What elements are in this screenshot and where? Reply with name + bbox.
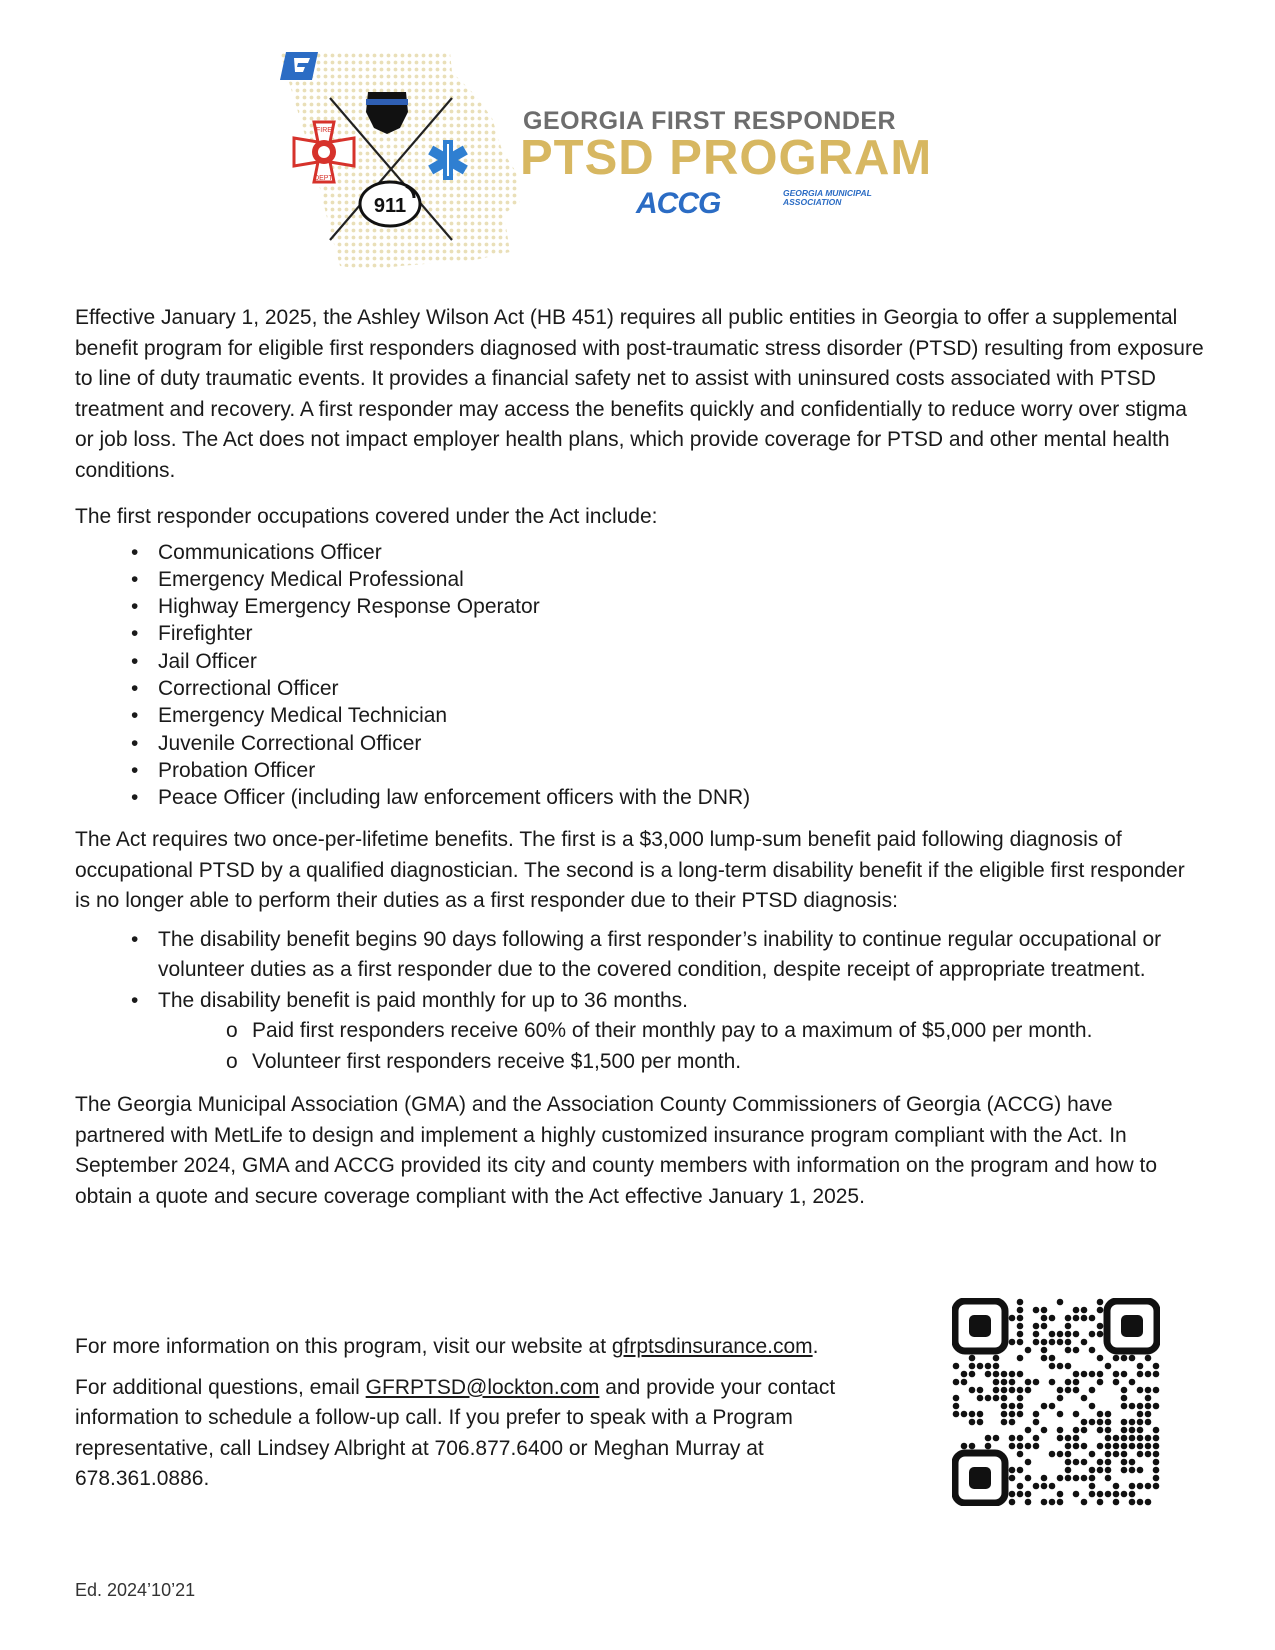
email-prefix: For additional questions, email bbox=[75, 1375, 366, 1399]
benefit-sub-list bbox=[158, 1016, 1205, 1077]
benefit-bullet-duration bbox=[131, 986, 1205, 1078]
qr-code-icon[interactable] bbox=[952, 1298, 1160, 1506]
svg-text:911: 911 bbox=[373, 195, 407, 217]
accg-logo: ACCG bbox=[636, 187, 721, 220]
list-item: • Jail Officer bbox=[131, 648, 1205, 675]
website-suffix: . bbox=[812, 1335, 819, 1358]
911-icon bbox=[360, 182, 420, 226]
list-item: • Peace Officer (including law enforcement officers with the DNR) bbox=[131, 784, 1205, 811]
list-item: • Emergency Medical Professional bbox=[131, 566, 1205, 593]
benefits-list bbox=[75, 925, 1205, 1078]
list-item: • Highway Emergency Response Operator bbox=[131, 593, 1205, 620]
list-item: • Communications Officer bbox=[131, 539, 1205, 566]
list-item: • Probation Officer bbox=[131, 757, 1205, 784]
occupations-list bbox=[75, 539, 1205, 812]
logo-title: GEORGIA FIRST RESPONDER bbox=[523, 107, 897, 135]
logo-program-name: PTSD PROGRAM bbox=[520, 131, 933, 185]
program-logo bbox=[280, 52, 1000, 272]
contact-section bbox=[75, 1332, 895, 1505]
email-line bbox=[75, 1373, 895, 1495]
list-item: • Firefighter bbox=[131, 620, 1205, 647]
svg-text:DEPT.: DEPT. bbox=[314, 175, 334, 182]
svg-text:FIRE: FIRE bbox=[316, 127, 332, 134]
document-body bbox=[75, 303, 1205, 1212]
website-prefix: For more information on this program, visit our website at bbox=[75, 1335, 612, 1358]
partnership-paragraph: The Georgia Municipal Association (GMA) and the Association County Commissioners of Georgia (ACCG) have partnered with MetLife to design and implement a highly customized insurance program compliant with the Act. In September 2024, GMA and ACCG provided its city and county members with information on the program and how to obtain a quote and secure coverage compliant with the Act effective January 1, 2025. bbox=[75, 1093, 1158, 1208]
edition-label: Ed. 2024’10’21 bbox=[75, 1580, 196, 1600]
list-item: • Juvenile Correctional Officer bbox=[131, 730, 1205, 757]
gma-logo-text: GEORGIA MUNICIPAL ASSOCIATION bbox=[783, 188, 872, 207]
benefit-sub-volunteer: o Volunteer first responders receive $1,500 per month. bbox=[226, 1047, 1205, 1078]
occupations-intro: The first responder occupations covered under the Act include: bbox=[75, 505, 658, 528]
website-link[interactable]: gfrptsdinsurance.com bbox=[611, 1335, 813, 1358]
website-line bbox=[75, 1332, 895, 1363]
benefit-sub-paid: o Paid first responders receive 60% of their monthly pay to a maximum of $5,000 per month. bbox=[226, 1016, 1205, 1047]
list-item: • Correctional Officer bbox=[131, 675, 1205, 702]
email-link[interactable]: GFRPTSD@lockton.com bbox=[365, 1375, 600, 1399]
intro-paragraph: Effective January 1, 2025, the Ashley Wilson Act (HB 451) requires all public entities in Georgia to offer a supplemental benefit program for eligible first responders diagnosed with post-traumatic stress disorder (PTSD) resulting from exposure to line of duty traumatic events. It provides a financial safety net to assist with uninsured costs associated with PTSD treatment and recovery. A first responder may access the benefits quickly and confidentially to reduce worry over stigma or job loss. The Act does not impact employer health plans, which provide coverage for PTSD and other mental health conditions. bbox=[75, 306, 1204, 482]
benefits-paragraph: The Act requires two once-per-lifetime benefits. The first is a $3,000 lump-sum benefit paid following diagnosis of occupational PTSD by a qualified diagnostician. The second is a long-term disability benefit if the eligible first responder is no longer able to perform their duties as a first responder due to their PTSD diagnosis: bbox=[75, 828, 1185, 913]
benefit-bullet-start: • The disability benefit begins 90 days following a first responder’s inability to continue regular occupational or volunteer duties as a first responder due to the covered condition, despite receipt of appropriate treatment. bbox=[131, 925, 1205, 986]
benefit-bullet-duration-text: The disability benefit is paid monthly for up to 36 months. bbox=[158, 988, 688, 1012]
georgia-map-emblem-icon bbox=[280, 52, 520, 272]
list-item: • Emergency Medical Technician bbox=[131, 702, 1205, 729]
gma-logo-icon bbox=[280, 52, 318, 80]
email-suffix: and provide your contact information to schedule a follow-up call. If you prefer to speak with a Program representative, call Lindsey Albright at 706.877.6400 or Meghan Murray at 678.361.0886. bbox=[75, 1375, 836, 1490]
